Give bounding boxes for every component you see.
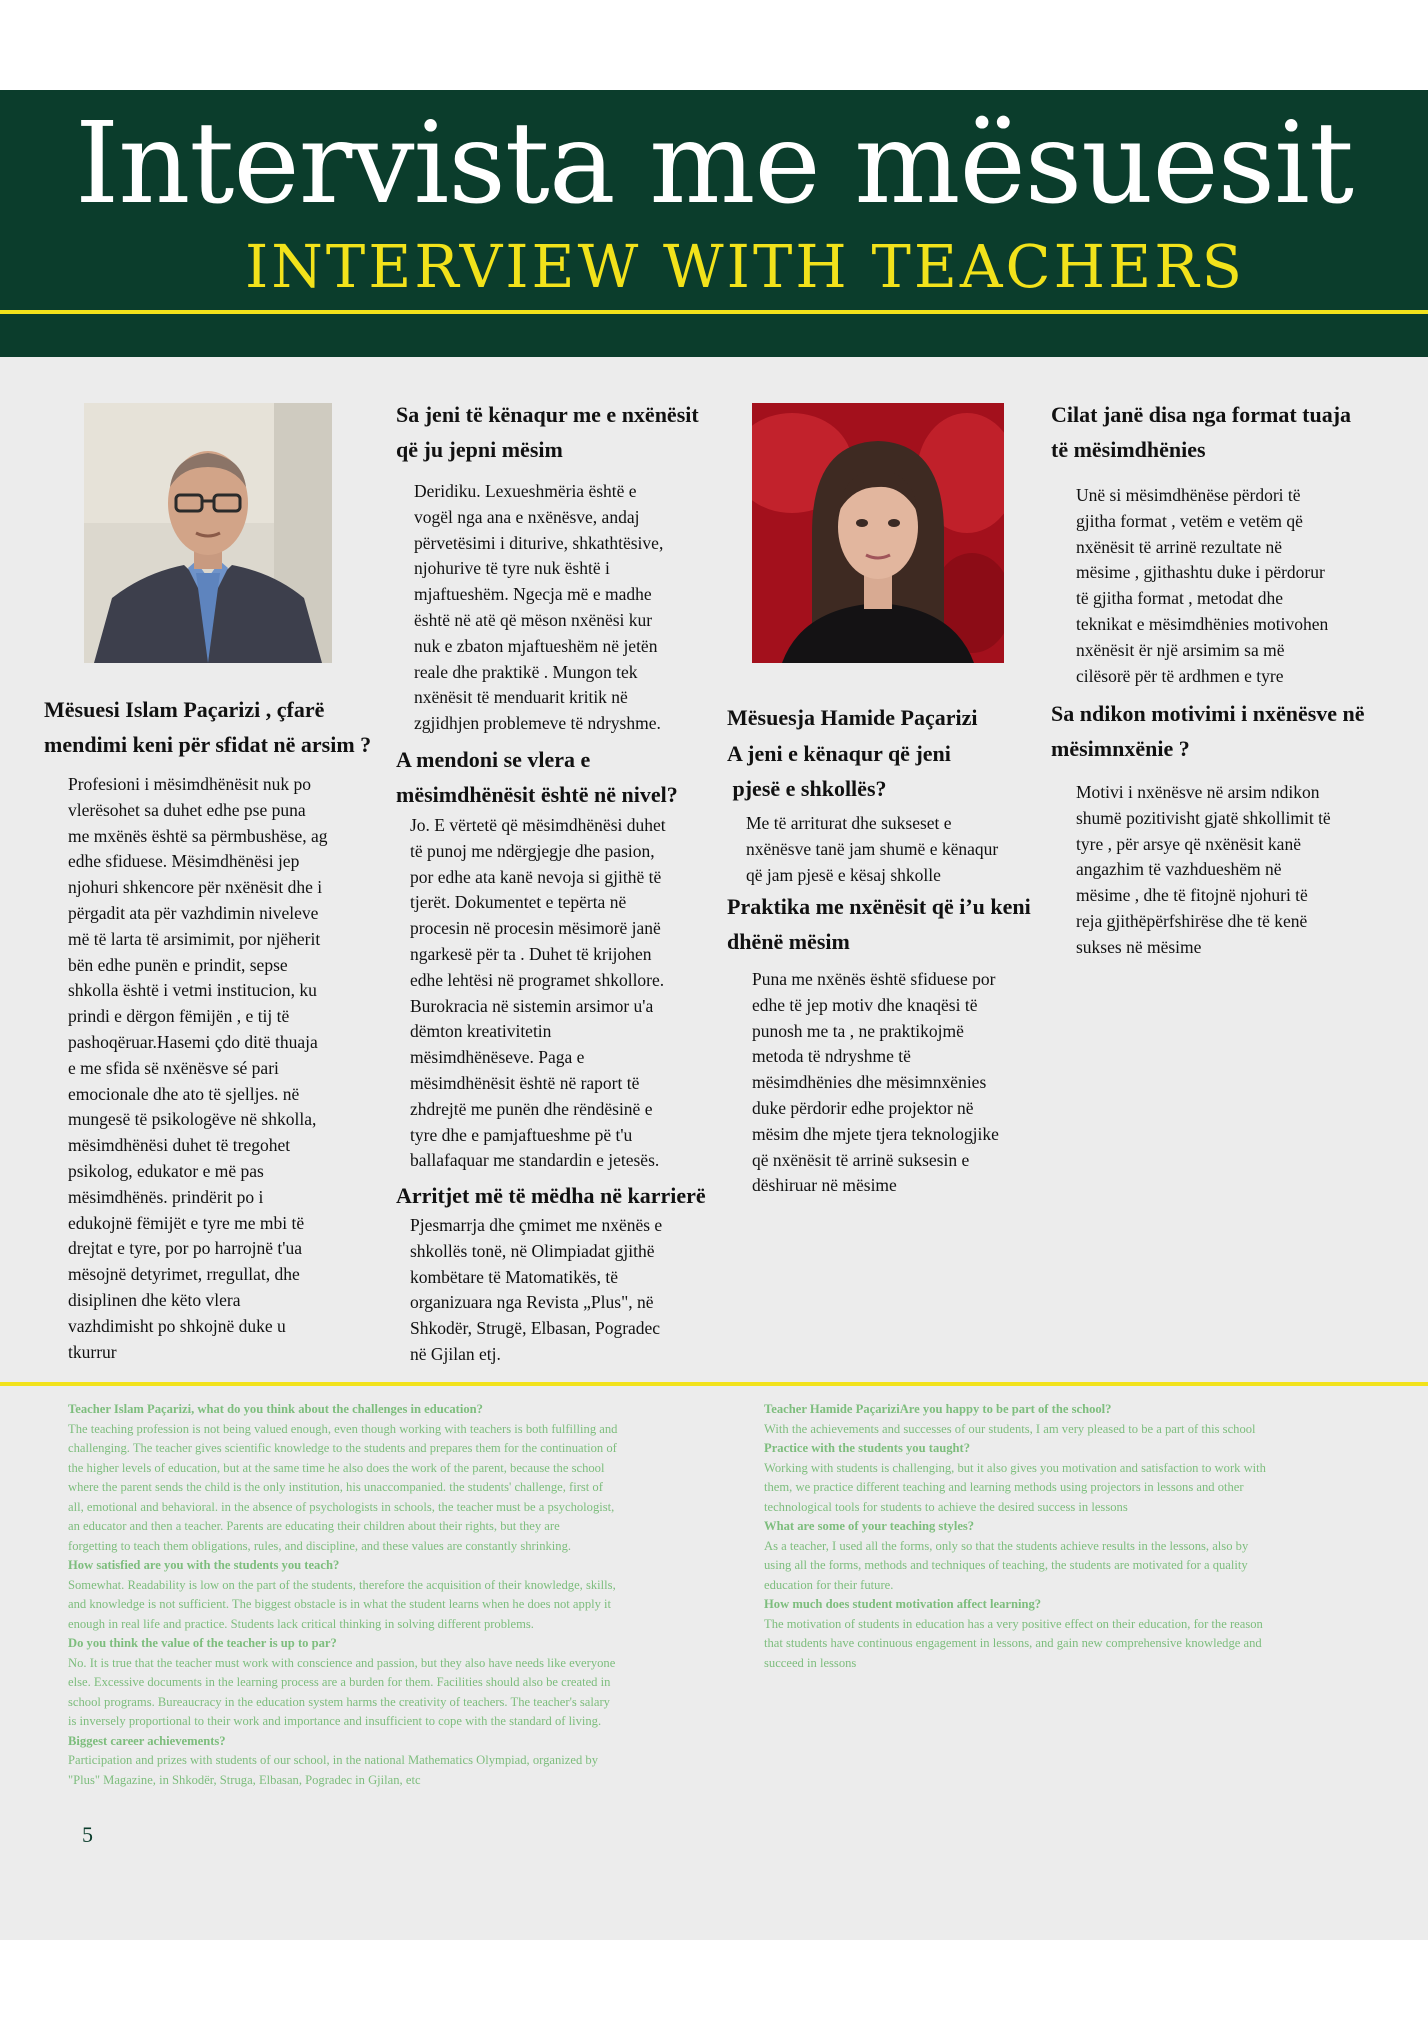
heading-line: A jeni e kënaqur që jeni xyxy=(727,741,951,766)
text-line: Puna me nxënës është sfiduese por xyxy=(752,969,996,989)
text-line: dëmton kreativitetin xyxy=(410,1021,552,1042)
text-line: që nxënësit të arrinë suksesin e xyxy=(752,1149,970,1170)
text-line: mësime , gjithashtu duke i përdorur xyxy=(1076,562,1325,583)
text-line: Motivi i nxënësve në arsim ndikon xyxy=(1076,782,1320,802)
answer-practice xyxy=(752,967,1072,1199)
text-line: drejtat e tyre, por po harrojnë t'ua xyxy=(68,1238,302,1259)
translation-question: Teacher Hamide PaçariziAre you happy to be part of the school? xyxy=(764,1402,1112,1416)
translation-line: using all the forms, methods and techniques of teaching, the students are motivated for a quality xyxy=(764,1558,1248,1572)
text-line: zgjidhjen problemeve të ndryshme. xyxy=(414,713,661,734)
text-line: Profesioni i mësimdhënësit nuk po xyxy=(68,774,312,794)
heading-line: të mësimdhënies xyxy=(1051,437,1206,462)
translation-line: else. Excessive documents in the learning process are a burden for them. Facilities should also be created in xyxy=(68,1675,611,1689)
interview1-answer xyxy=(68,772,388,1365)
text-line: Shkodër, Strugë, Elbasan, Pogradec xyxy=(410,1318,661,1339)
heading-line: A mendoni se vlera e xyxy=(396,747,591,772)
text-line: emocionale dhe ato të sjelljes. në xyxy=(68,1083,300,1104)
text-line: tkurrur xyxy=(68,1341,117,1362)
text-line: prindi e dërgon fëmijën , e tij të xyxy=(68,1006,290,1027)
text-line: edukojnë fëmijët e tyre me mbi të xyxy=(68,1212,305,1233)
translation-question: What are some of your teaching styles? xyxy=(764,1519,975,1533)
page-title: Intervista me mësuesit xyxy=(75,99,1353,229)
text-line: përgadit ata për vazhdimin niveleve xyxy=(68,902,319,923)
question-motivation xyxy=(1051,696,1411,766)
text-line: tyre , për arsye që nxënësit kanë xyxy=(1076,833,1301,854)
teacher-photo-hamide xyxy=(752,403,1004,663)
interview1-heading xyxy=(44,692,404,762)
text-line: disiplinen dhe këto vlera xyxy=(68,1289,241,1310)
question-teaching-forms xyxy=(1051,397,1411,467)
text-line: që jam pjesë e kësaj shkolle xyxy=(746,864,941,885)
text-line: metoda të ndryshme të xyxy=(752,1046,911,1067)
text-line: nxënësit të menduarit kritik në xyxy=(414,687,628,708)
text-line: dëshiruar në mësime xyxy=(752,1175,897,1196)
translation-line: education for their future. xyxy=(764,1577,894,1592)
text-line: mësimdhënësit është në raport të xyxy=(410,1072,640,1093)
text-line: nxënësit ër një arsimim sa më xyxy=(1076,639,1285,660)
text-line: e me sfida së nxënësve sé pari xyxy=(68,1057,279,1078)
answer-satisfaction xyxy=(414,479,734,737)
translation-line: The motivation of students in education has a very positive effect on their education, for the reason xyxy=(764,1616,1263,1631)
translation-line: technological tools for students to achieve the desired success in lessons xyxy=(764,1499,1128,1514)
translation-question: How satisfied are you with the students you teach? xyxy=(68,1558,340,1572)
translation-line: As a teacher, I used all the forms, only so that the students achieve results in the lessons, also by xyxy=(764,1538,1249,1553)
text-line: vazhdimisht po shkojnë duke u xyxy=(68,1315,286,1336)
text-line: edhe lehtësi në programet shkollore. xyxy=(410,969,665,990)
heading-line: mësimdhënësit është në nivel? xyxy=(396,782,678,807)
heading-line: Sa jeni të kënaqur me e nxënësit xyxy=(396,402,699,427)
translation-line: "Plus" Magazine, in Shkodër, Struga, Elbasan, Pogradec in Gjilan, etc xyxy=(68,1772,421,1787)
text-line: ngarkesë për ta . Duhet të krijohen xyxy=(410,943,652,964)
question-teacher-value xyxy=(396,742,756,812)
translation-line: With the achievements and successes of our students, I am very pleased to be a part of this school xyxy=(764,1421,1256,1436)
text-line: mësimdhënëseve. Paga e xyxy=(410,1047,585,1068)
translation-line: The teaching profession is not being valued enough, even though working with teachers is both fulfilling and xyxy=(68,1421,618,1436)
text-line: Unë si mësimdhënëse përdori të xyxy=(1076,485,1301,505)
translation-question: Do you think the value of the teacher is up to par? xyxy=(68,1636,337,1650)
heading-line: mësimnxënie ? xyxy=(1051,736,1190,761)
text-line: mungesë të psikologëve në shkolla, xyxy=(68,1109,317,1130)
text-line: në Gjilan etj. xyxy=(410,1343,501,1364)
text-line: Deridiku. Lexueshmëria është e xyxy=(414,481,637,501)
teacher-photo-islam xyxy=(84,403,332,663)
text-line: zhdrejtë me punën dhe rëndësinë e xyxy=(410,1098,653,1119)
text-line: shkolla është i vetmi institucion, ku xyxy=(68,980,317,1001)
text-line: Me të arriturat dhe sukseset e xyxy=(746,813,952,833)
heading-line: Cilat janë disa nga format tuaja xyxy=(1051,402,1352,427)
text-line: më të larta të arsimimit, por njëherit xyxy=(68,928,321,949)
text-line: mësimdhënies dhe mësimnxënies xyxy=(752,1072,987,1093)
text-line: mësimdhënësi duhet të tregohet xyxy=(68,1135,291,1156)
header-divider xyxy=(0,310,1428,314)
heading-line: Sa ndikon motivimi i nxënësve në xyxy=(1051,701,1365,726)
text-line: sukses në mësime xyxy=(1076,936,1202,957)
text-line: me mxënës është sa përmbushëse, ag xyxy=(68,825,328,846)
text-line: tjerët. Dokumentet e tepërta në xyxy=(410,892,627,913)
heading-line: Praktika me nxënësit që i’u keni xyxy=(727,894,1031,919)
text-line: gjitha format , vetëm e vetëm që xyxy=(1076,510,1303,531)
heading-line: mendimi keni për sfidat në arsim ? xyxy=(44,732,372,757)
translation-question: How much does student motivation affect learning? xyxy=(764,1597,1042,1611)
section-divider xyxy=(0,1382,1428,1386)
text-line: mësojnë detyrimet, rregullat, dhe xyxy=(68,1264,300,1285)
answer-motivation xyxy=(1076,780,1396,961)
text-line: psikolog, edukator e më pas xyxy=(68,1160,264,1181)
text-line: mësime , dhe të fitojnë njohuri të xyxy=(1076,885,1308,906)
text-line: kombëtare të Matomatikës, të xyxy=(410,1266,618,1287)
interview2-name xyxy=(727,700,1087,735)
translation-right xyxy=(764,1400,1414,1673)
heading-line: Mësuesja Hamide Paçarizi xyxy=(727,705,978,730)
answer-achievements xyxy=(410,1213,730,1368)
heading-line: pjesë e shkollës? xyxy=(727,776,887,801)
text-line: të gjitha format , metodat dhe xyxy=(1076,588,1284,609)
text-line: ballafaquar me standardin e jetesës. xyxy=(410,1150,660,1171)
heading-line: dhënë mësim xyxy=(727,929,850,954)
translation-line: all, emotional and behavioral. in the absence of psychologists in schools, the teacher must be a psychologist, xyxy=(68,1499,615,1514)
question-satisfaction xyxy=(396,397,756,467)
heading-line: Mësuesi Islam Paçarizi , çfarë xyxy=(44,697,325,722)
translation-line: Somewhat. Readability is low on the part of the students, therefore the acquisition of their knowledge, skills, xyxy=(68,1577,616,1592)
translation-line: Participation and prizes with students of our school, in the national Mathematics Olympiad, organized by xyxy=(68,1753,598,1767)
text-line: por edhe ata kanë nevoja si gjithë të xyxy=(410,866,662,887)
text-line: shkollës tonë, në Olimpiadat gjithë xyxy=(410,1240,655,1261)
question-practice xyxy=(727,889,1087,959)
text-line: tyre dhe e pamjaftueshme pë t'u xyxy=(410,1124,633,1145)
text-line: procesin në procesin mësimorë janë xyxy=(410,918,661,939)
text-line: Pjesmarrja dhe çmimet me nxënës e xyxy=(410,1215,663,1235)
translation-line: an educator and then a teacher. Parents are educating their children about their rights, but they are xyxy=(68,1519,560,1533)
translation-line: them, we practice different teaching and learning methods using projectors in lessons and other xyxy=(764,1480,1244,1494)
text-line: nuk e zbaton mjaftueshëm në jetën xyxy=(414,635,658,656)
text-line: duke përdorir edhe projektor në xyxy=(752,1097,974,1118)
text-line: bën edhe punën e prindit, sepse xyxy=(68,954,288,975)
text-line: reale dhe praktikë . Mungon tek xyxy=(414,661,638,682)
question-achievements xyxy=(396,1178,756,1213)
translation-line: forgetting to teach them obligations, rules, and discipline, and these values are constantly shrinking. xyxy=(68,1538,572,1553)
text-line: reja gjithëpërfshirëse dhe të kenë xyxy=(1076,910,1308,931)
text-line: të punoj me ndërgjegje dhe pasion, xyxy=(410,840,655,861)
text-line: organizuara nga Revista „Plus", në xyxy=(410,1292,654,1313)
text-line: edhe sfiduese. Mësimdhënësi jep xyxy=(68,851,300,872)
translation-question: Practice with the students you taught? xyxy=(764,1441,971,1455)
translation-line: where the parent sends the child is the only institution, his unaccompanied. the students' challenge, first of xyxy=(68,1480,603,1494)
text-line: është në atë që mëson nxënësi kur xyxy=(414,609,653,630)
text-line: përvetësimi i diturive, shkathtësive, xyxy=(414,532,664,553)
text-line: vogël nga ana e nxënësve, andaj xyxy=(414,506,640,527)
translation-line: is inversely proportional to their work and importance and insufficient to cope with the standard of living. xyxy=(68,1714,602,1728)
translation-question: Teacher Islam Paçarizi, what do you think about the challenges in education? xyxy=(68,1402,483,1416)
text-line: punosh me ta , ne praktikojmë xyxy=(752,1020,964,1041)
page-number: 5 xyxy=(82,1822,93,1847)
text-line: mësim dhe mjete tjera teknologjike xyxy=(752,1123,999,1144)
answer-teaching-forms xyxy=(1076,483,1396,689)
translation-line: and knowledge is not sufficient. The biggest obstacle is in what the student learns when he does not apply it xyxy=(68,1597,612,1611)
text-line: edhe të jep motiv dhe knaqësi të xyxy=(752,994,978,1015)
page-subtitle: INTERVIEW WITH TEACHERS xyxy=(244,232,1246,301)
text-line: shumë pozitivisht gjatë shkollimit të xyxy=(1076,807,1331,828)
text-line: mësimdhënës. prindërit po i xyxy=(68,1186,264,1207)
answer-happy xyxy=(746,811,1066,888)
translation-line: that students have continuous engagement in lessons, and gain new comprehensive knowledge and xyxy=(764,1636,1262,1650)
answer-teacher-value xyxy=(410,813,730,1174)
text-line: teknikat e mësimdhënies motivohen xyxy=(1076,613,1329,634)
translation-line: enough in real life and practice. Students lack critical thinking in solving different problems. xyxy=(68,1616,534,1631)
text-line: vlerësohet sa duhet edhe pse puna xyxy=(68,799,306,820)
text-line: angazhim të vazhdueshëm në xyxy=(1076,859,1282,880)
translation-line: school programs. Bureaucracy in the education system harms the creativity of teachers. The teacher's salary xyxy=(68,1694,610,1709)
translation-line: No. It is true that the teacher must work with conscience and passion, but they also have needs like everyone xyxy=(68,1655,616,1670)
text-line: mjaftueshëm. Ngecja më e madhe xyxy=(414,584,652,605)
translation-question: Biggest career achievements? xyxy=(68,1733,226,1748)
text-line: pashoqëruar.Hasemi çdo ditë thuaja xyxy=(68,1031,318,1052)
translation-line: succeed in lessons xyxy=(764,1655,857,1670)
text-line: Burokracia në sistemin arsimor u'a xyxy=(410,995,654,1016)
question-happy xyxy=(727,736,1087,806)
text-line: cilësorë për të ardhmen e tyre xyxy=(1076,665,1284,686)
text-line: njohurive të tyre nuk është i xyxy=(414,558,610,579)
translation-line: challenging. The teacher gives scientific knowledge to the students and prepares them for the continuation of xyxy=(68,1441,617,1455)
text-line: Jo. E vërtetë që mësimdhënësi duhet xyxy=(410,815,666,835)
text-line: njohuri shkencore për nxënësit dhe i xyxy=(68,877,323,898)
heading-line: Arritjet më të mëdha në karrierë xyxy=(396,1183,706,1208)
translation-line: Working with students is challenging, but it also gives you motivation and satisfaction to work with xyxy=(764,1460,1266,1475)
text-line: nxënësve tanë jam shumë e kënaqur xyxy=(746,838,999,859)
heading-line: që ju jepni mësim xyxy=(396,437,563,462)
text-line: nxënësit të arrinë rezultate në xyxy=(1076,536,1283,557)
translation-line: the higher levels of education, but at the same time he also does the work of the parent, because the school xyxy=(68,1460,605,1475)
translation-left xyxy=(68,1400,748,1790)
